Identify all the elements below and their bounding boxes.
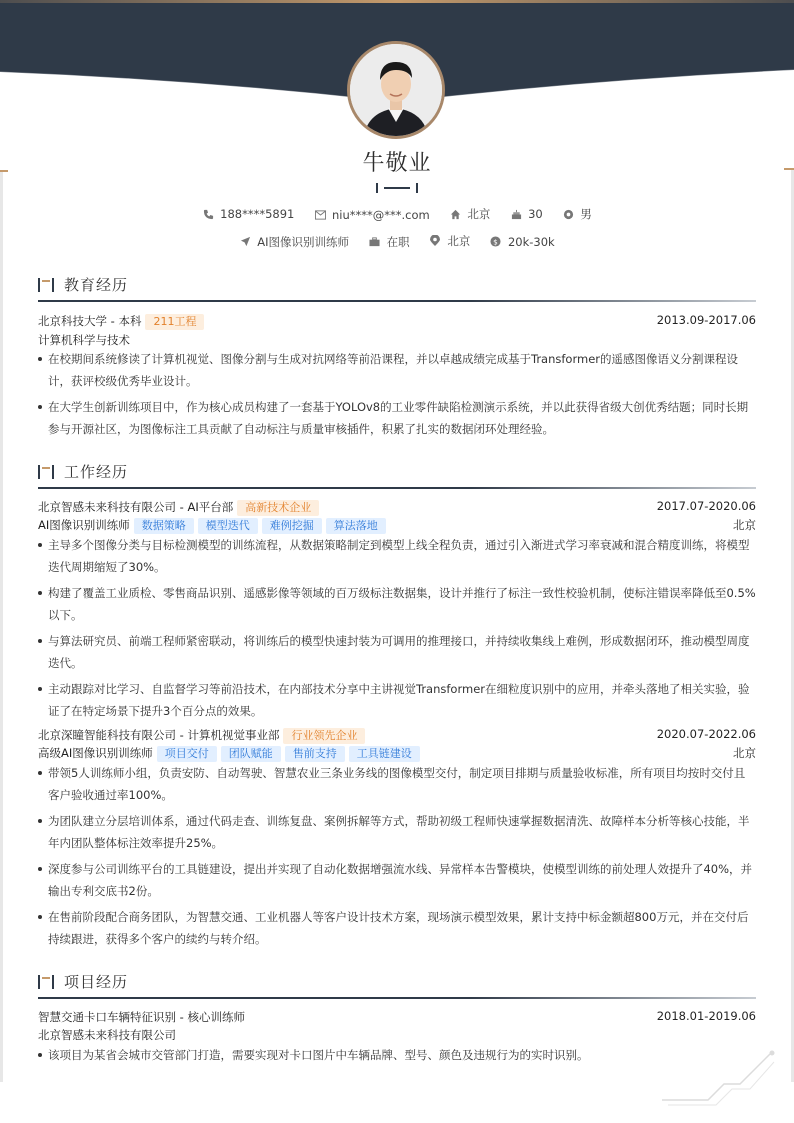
avatar-portrait-icon xyxy=(350,44,442,136)
job-header xyxy=(38,727,756,744)
project-company: 北京智感未来科技有限公司 xyxy=(38,1028,176,1042)
job-bullet: 构建了覆盖工业质检、零售商品识别、遥感影像等领域的百万级标注数据集，设计并推行了标注一致性校验机制，使标注错误率降低至0.5%以下。 xyxy=(38,582,756,626)
job-role-row xyxy=(38,517,756,534)
page-border-left xyxy=(0,172,3,1082)
project-name: 智慧交通卡口车辆特征识别 - 核心训练师 xyxy=(38,1010,245,1024)
mail-icon xyxy=(314,209,326,221)
job-city: 北京 xyxy=(733,518,756,532)
salary-text: 20k-30k xyxy=(507,234,555,249)
job-role: AI图像识别训练师 xyxy=(38,518,130,532)
candidate-name: 牛敬业 xyxy=(362,151,432,176)
job-role-row xyxy=(38,745,756,762)
contact-row-2 xyxy=(0,233,794,250)
cake-icon xyxy=(510,208,522,220)
gender-icon xyxy=(562,208,574,220)
status-text: 在职 xyxy=(386,235,410,249)
job-bullet: 为团队建立分层培训体系，通过代码走查、训练复盘、案例拆解等方式，帮助初级工程师快速掌握数据清洗、故障样本分析等核心技能，半年内团队整体标注效率提升25%。 xyxy=(38,810,756,854)
target-position-text: AI图像识别训练师 xyxy=(257,234,350,249)
gender-text: 男 xyxy=(580,207,592,221)
section-divider xyxy=(38,997,756,999)
job-bullet: 在售前阶段配合商务团队，为智慧交通、工业机器人等客户设计技术方案，现场演示模型效果，累计支持中标金额超800万元，并在交付后持续跟进，获得多个客户的续约与转介绍。 xyxy=(38,906,756,950)
phone-item xyxy=(202,207,294,221)
gender-item xyxy=(562,206,592,222)
skill-tag: 团队赋能 xyxy=(221,746,281,762)
job-bullet: 与算法研究员、前端工程师紧密联动，将训练后的模型快速封装为可调用的推理接口，并持续收集线上难例，形成数据闭环，推动模型周度迭代。 xyxy=(38,630,756,674)
job-bullet: 主导多个图像分类与目标检测模型的训练流程，从数据策略制定到模型上线全程负责，通过引入渐进式学习率衰减和混合精度训练，将模型迭代周期缩短了30%。 xyxy=(38,534,756,578)
section-title-text: 教育经历 xyxy=(64,276,129,294)
contact-row-1 xyxy=(0,206,794,223)
skill-tag: 数据策略 xyxy=(134,518,194,534)
age-text: 30 xyxy=(528,207,543,221)
job-bullet: 主动跟踪对比学习、自监督学习等前沿技术，在内部技术分享中主讲视觉Transformer在细粒度识别中的应用，并牵头落地了相关实验，验证了在特定场景下提升3个百分点的效果。 xyxy=(38,678,756,722)
age-item xyxy=(510,207,543,221)
hometown-text: 北京 xyxy=(467,207,491,221)
section-divider xyxy=(38,300,756,302)
company-tag: 行业领先企业 xyxy=(283,728,365,744)
section-title-education xyxy=(38,274,128,295)
section-title-projects xyxy=(38,971,128,992)
job-date: 2017.07-2020.06 xyxy=(656,499,756,513)
name-divider-ornament xyxy=(376,183,418,193)
skill-tag: 模型迭代 xyxy=(198,518,258,534)
skill-tag: 项目交付 xyxy=(157,746,217,762)
email-item xyxy=(314,208,430,222)
home-icon xyxy=(449,208,461,220)
section-mark-icon xyxy=(38,975,58,989)
skill-tag: 难例挖掘 xyxy=(262,518,322,534)
avatar xyxy=(347,41,445,139)
email-text: niu****@***.com xyxy=(332,207,430,222)
phone-icon xyxy=(202,208,214,220)
target-city-text: 北京 xyxy=(447,234,471,248)
skill-tag: 算法落地 xyxy=(326,518,386,534)
company-name: 北京智感未来科技有限公司 - AI平台部 xyxy=(38,500,234,514)
money-icon xyxy=(490,236,502,248)
send-icon xyxy=(239,236,251,248)
education-major: 计算机科学与技术 xyxy=(38,333,130,347)
phone-text: 188****5891 xyxy=(220,207,295,221)
job-city: 北京 xyxy=(733,746,756,760)
section-mark-icon xyxy=(38,278,58,292)
job-date: 2020.07-2022.06 xyxy=(656,727,756,741)
target-city-item xyxy=(429,233,470,249)
education-bullet: 在校期间系统修读了计算机视觉、图像分割与生成对抗网络等前沿课程，并以卓越成绩完成基于Transformer的遥感图像语义分割课程设计，获评校级优秀毕业设计。 xyxy=(38,348,756,392)
salary-item xyxy=(490,235,555,249)
location-pin-icon xyxy=(429,235,441,247)
hometown-item xyxy=(449,206,490,222)
svg-text:$: $ xyxy=(493,237,499,247)
education-bullet: 在大学生创新训练项目中，作为核心成员构建了一套基于YOLOv8的工业零件缺陷检测演示系统，并以此获得省级大创优秀结题；同时长期参与开源社区，为图像标注工具贡献了自动标注与质量审核插件，积累了扎实的数据闭环处理经验。 xyxy=(38,396,756,440)
section-title-text: 项目经历 xyxy=(64,973,129,991)
skill-tag: 售前支持 xyxy=(285,746,345,762)
job-header xyxy=(38,499,756,516)
job-bullet: 深度参与公司训练平台的工具链建设，提出并实现了自动化数据增强流水线、异常样本告警模块，使模型训练的前处理人效提升了40%，并输出专利交底书2份。 xyxy=(38,858,756,902)
decorative-lines xyxy=(660,1048,780,1106)
job-bullet: 带领5人训练师小组，负责安防、自动驾驶、智慧农业三条业务线的图像模型交付，制定项目排期与质量验收标准，所有项目均按时交付且客户验收通过率100%。 xyxy=(38,762,756,806)
project-bullet: 该项目为某省会城市交管部门打造，需要实现对卡口图片中车辆品牌、型号、颜色及违规行为的实时识别。 xyxy=(38,1044,756,1066)
briefcase-icon xyxy=(369,236,381,248)
section-title-text: 工作经历 xyxy=(64,463,129,481)
section-mark-icon xyxy=(38,465,58,479)
job-role: 高级AI图像识别训练师 xyxy=(38,746,153,760)
project-date: 2018.01-2019.06 xyxy=(656,1009,756,1023)
school-name: 北京科技大学 - 本科 xyxy=(38,314,142,328)
section-title-work xyxy=(38,461,128,482)
section-divider xyxy=(38,487,756,489)
education-date: 2013.09-2017.06 xyxy=(656,313,756,327)
target-position-item xyxy=(239,234,349,250)
status-item xyxy=(369,234,410,250)
project-header xyxy=(38,1009,756,1025)
company-tag: 高新技术企业 xyxy=(237,500,319,516)
company-name: 北京深瞳智能科技有限公司 - 计算机视觉事业部 xyxy=(38,728,280,742)
school-tag: 211工程 xyxy=(145,314,204,330)
education-header xyxy=(38,313,756,330)
skill-tag: 工具链建设 xyxy=(349,746,420,762)
